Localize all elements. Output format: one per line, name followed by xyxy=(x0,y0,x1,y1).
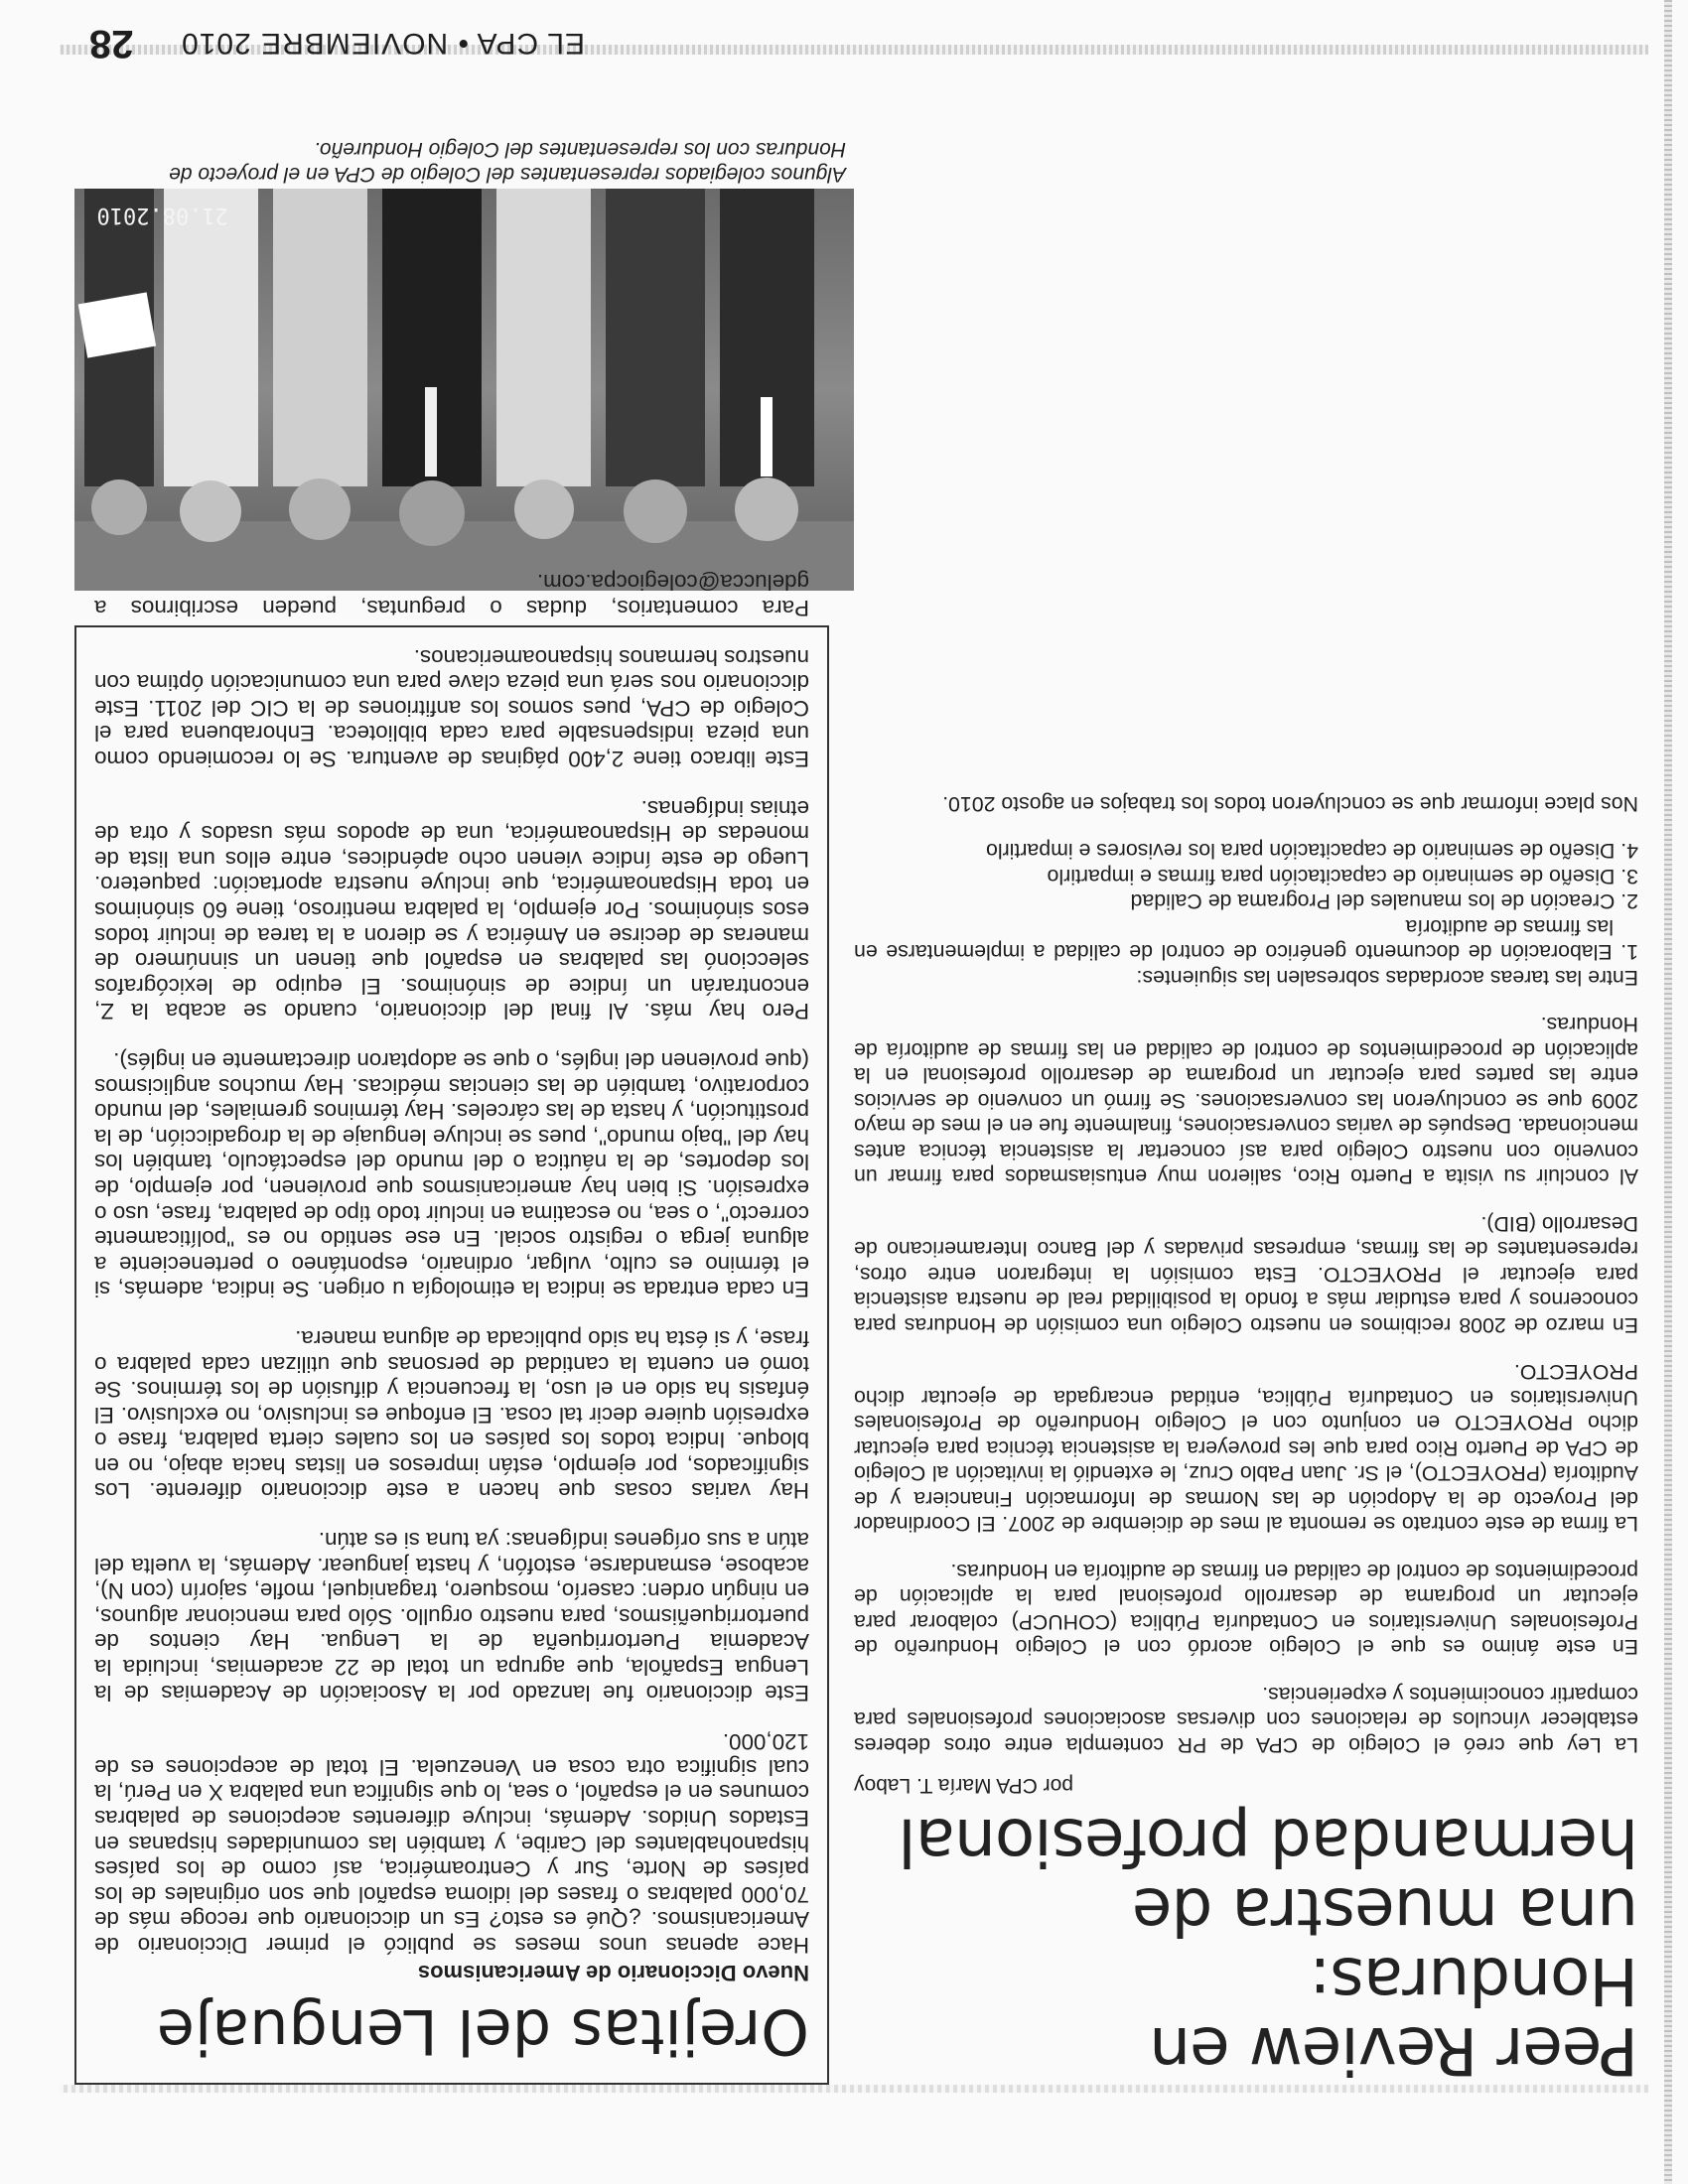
closing-paragraph: Nos place informar que se concluyeron todos los trabajos en agosto 2010. xyxy=(942,792,1638,816)
task-item: 3. Diseño de seminario de capacitación para firmas e impartirlo xyxy=(1047,865,1638,888)
photo-caption: Algunos colegiados representantes del Colegio de CPA en el proyecto de Honduras con los representantes del Colegio Hondureño. xyxy=(169,138,846,186)
article-paragraph: Al concluir su visita a Puerto Rico, salieron muy entusiasmados para firmar un convenio con nuestro Colegio para así concertar la asistencia técnica antes mencionada. Después de varias conversaciones, finalmente fue en el mes de mayo 2009 que se concluyeron las conversaciones. Se firmó un convenio de servicios entre las partes para ejecutar un programa de desarrollo profesional en la aplicación de procedimientos de control de calidad en las firmas de auditoría de Honduras. xyxy=(854,1013,1638,1189)
task-intro: Entre las tareas acordadas sobresalen las siguientes: xyxy=(1136,966,1638,990)
column-subtitle: Nuevo Diccionario de Americanismos xyxy=(417,1961,809,1985)
article-paragraph: La Ley que creó el Colegio de CPA de PR contempla entre otros deberes establecer vínculos de relaciones con diversas asociaciones profesionales para compartir conocimientos y experiencias. xyxy=(854,1683,1638,1757)
page-footer xyxy=(60,10,1648,66)
article-paragraph: En este ánimo es que el Colegio acordó con el Colegio Hondureño de Profesionales Universitarios en Contaduría Pública (COHUCP) colaborar para ejecutar un programa de desarrollo profesional para la aplicación de procedimientos de control de calidad en firmas de auditoría en Honduras. xyxy=(854,1560,1638,1660)
task-item: 1. Elaboración de documento genérico de control de calidad a implementarse en las firmas de auditoría xyxy=(854,915,1638,965)
publication-info: EL CPA • NOVIEMBRE 2010 xyxy=(181,27,585,60)
page-number: 28 xyxy=(89,22,134,66)
column-paragraph: Este diccionario fue lanzado por la Asociación de Academias de la Lengua Española, que agrupa un total de 22 academias, incluida la Academia Puertorriqueña de la Lengua. Hay cientos de puertorriqueñismos, para nuestro orgullo. Sólo para mencionar algunos, en ningún orden: caserío, mosquero, traganiquel, mofle, sajorín (con N), acabose, esmandarse, estofón, y hasta janguear. Además, la vuelta del atún a sus orígenes indígenas: ya tuna si es atún. xyxy=(94,1528,809,1706)
column-contact: Para comentarios, dudas o preguntas, pueden escribirnos a gdelucca@colegiocpa.com. xyxy=(94,570,809,621)
article-title xyxy=(854,1804,1638,2089)
task-list xyxy=(854,838,1638,990)
article-title-line-2: una muestra de xyxy=(1132,1873,1638,1950)
column-title: Orejitas del Lenguaje xyxy=(156,1995,809,2068)
language-column-box xyxy=(74,570,829,2085)
column-paragraph: En cada entrada se indica la etimología u origen. Se indica, además, si el término es culto, vulgar, ordinario, espontáneo o perteneciente a alguna jerga o registro social. En ese sentido no es "políticamente correcto", o sea, no escatima en incluir todo tipo de palabra, frase, uso o expresión. Si bien hay americanismos que provienen, por ejemplo, de los deportes, de la náutica o del mundo del espectáculo, también los hay del "bajo mundo", pues se incluye lenguaje de la drogadicción, de la prostitución, y hasta de las cárceles. Hay términos gremiales, del mundo corporativo, también de las ciencias médicas. Hay muchos anglicismos (que provienen del inglés, o que se adoptaron directamente en inglés). xyxy=(94,1048,809,1302)
task-item: 2. Creación de los manuales del Programa de Calidad xyxy=(1130,889,1638,914)
article-paragraph: En marzo de 2008 recibimos en nuestro Colegio una comisión de Honduras para conocernos y para estudiar más a fondo la posibilidad real de nuestra asistencia para ejecutar el PROYECTO. Esta comisión la integraron entre otros, representantes de las firmas, empresas privadas y del Banco Interamericano de Desarrollo (BID). xyxy=(854,1212,1638,1337)
column-paragraph: Este libraco tiene 2,400 páginas de aventura. Se lo recomiendo como una pieza indispensable para cada biblioteca. Enhorabuena para el Colegio de CPA, pues somos los anfitriones de la CIC del 2011. Este diccionario nos será una pieza clave para una comunicación óptima con nuestros hermanos hispanoamericanos. xyxy=(94,644,809,772)
column-paragraph: Hay varias cosas que hacen a este diccionario diferente. Los significados, por ejemplo, están impresos en listas hacia abajo, no en bloque. Indica todos los países en los cuales cierta palabra, frase o expresión quiere decir tal cosa. El enfoque es inclusivo, no exclusivo. El énfasis ha sido en el uso, la frecuencia y difusión de los términos. Se tomó en cuenta la cantidad de personas que utilizan cada palabra o frase, y si ésta ha sido publicada de alguna manera. xyxy=(94,1325,809,1504)
photo-date-stamp: 21.08.2010 xyxy=(96,203,228,227)
article-paragraph: La firma de este contrato se remonta al mes de diciembre de 2007. El Coordinador del Proyecto de la Adopción de las Normas de Información Financiera y de Auditoría (PROYECTO), el Sr. Juan Pablo Cruz, le extendió la invitación al Colegio de CPA de Puerto Rico para que les proveyera la asistencia técnica para ejecutar dicho PROYECTO en conjunto con el Colegio Hondureño de Profesionales Universitarios en Contaduría Pública, entidad encargada de ejecutar dicho PROYECTO. xyxy=(854,1360,1638,1537)
article-title-line-3: hermandad profesional xyxy=(899,1804,1638,1880)
article-column xyxy=(854,769,1638,2089)
column-paragraph: Hace apenas unos meses se publicó el primer Diccionario de Americanismos. ¿Qué es esto? Es un diccionario que recoge más de 70,000 palabras o frases del idioma español que son originales de los países de Norte, Sur y Centroamérica, así como de los países hispanohablantes del Caribe, y también las comunidades hispanas en Estados Unidos. Además, incluye diferentes acepciones de palabras comunes en el español, o sea, lo que significa una palabra X en Perú, la cual significa otra cosa en Venezuela. El total de acepciones es de 120,000. xyxy=(94,1729,809,1958)
byline: por CPA María T. Laboy xyxy=(854,1774,1074,1797)
article-title-line-1: Peer Review en Honduras: xyxy=(1150,1943,1638,2089)
column-paragraph: Pero hay más. Al final del diccionario, cuando se acaba la Z, encontrarán un índice de sinónimos. El equipo de lexicógrafos seleccionó las palabras en español que tienen un sinnúmero de maneras de decirse en América y se dieron a la tarea de incluir todos esos sinónimos. Por ejemplo, la palabra mentiroso, tiene 60 sinónimos en toda Hispanoamérica, que incluye nuestra aportación: paquetero. Luego de este índice vienen ocho apéndices, entre ellos una lista de monedas de Hispanoamérica, una de apodos más usados y otra de etnias indígenas. xyxy=(94,795,809,1024)
group-photo xyxy=(74,189,854,591)
task-item: 4. Diseño de seminario de capacitación para los revisores e impartirlo xyxy=(986,839,1638,864)
scan-edge-left xyxy=(1664,0,1672,2184)
